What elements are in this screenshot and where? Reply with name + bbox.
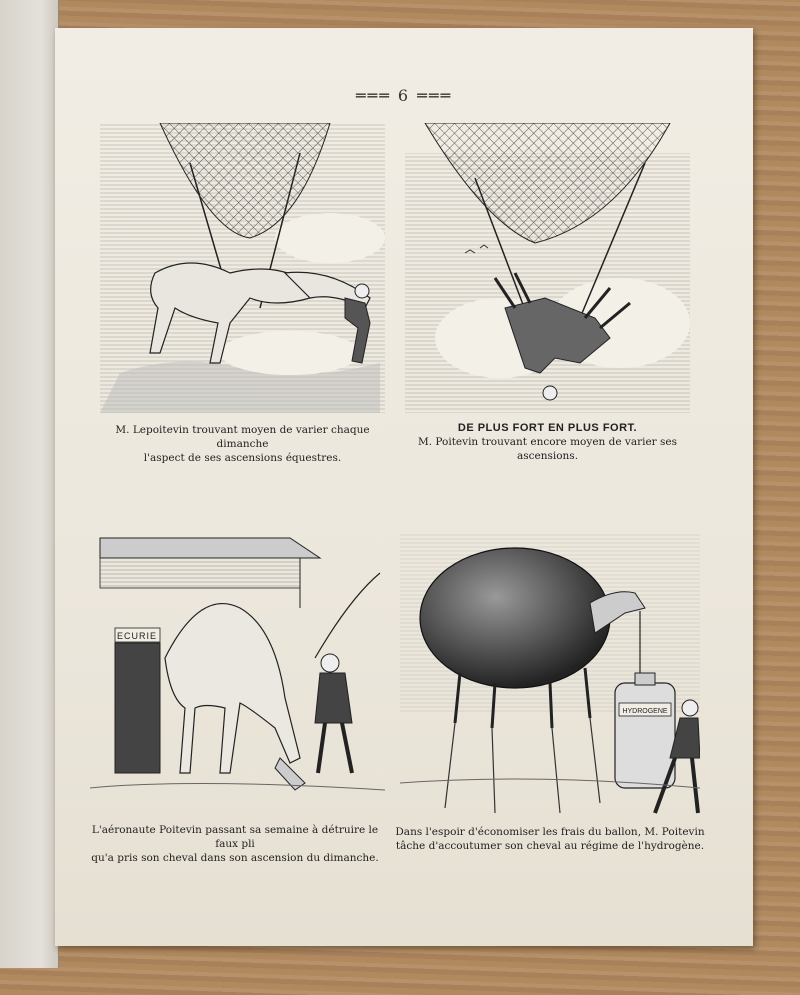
- caption-line: M. Poitevin trouvant encore moyen de varier ses ascensions.: [417, 436, 678, 462]
- caption-panel-1: [100, 423, 385, 465]
- caption-line: tâche d'accoutumer son cheval au régime de l'hydrogène.: [395, 840, 705, 852]
- book-page: [55, 28, 753, 946]
- page-number: [55, 86, 753, 105]
- illustration-horse-upside-down: [405, 123, 690, 413]
- caption-line: L'aéronaute Poitevin passant sa semaine à détruire le faux pli: [91, 824, 379, 850]
- caption-title: DE PLUS FORT EN PLUS FORT.: [457, 422, 638, 434]
- hydrogen-bottle-label: HYDROGENE: [622, 708, 668, 715]
- page-number-value: 6: [397, 86, 411, 105]
- facing-page-edge: [0, 0, 59, 968]
- caption-line: M. Lepoitevin trouvant moyen de varier chaque dimanche: [115, 424, 370, 450]
- caption-panel-2: [405, 421, 690, 463]
- caption-panel-3: [85, 823, 385, 865]
- stable-sign-text: ECURIE: [116, 631, 158, 641]
- caption-line: qu'a pris son cheval dans son ascension du dimanche.: [91, 852, 379, 864]
- illustration-inflated-horse-hydrogen: [400, 533, 700, 823]
- page-number-ornament-left: ═══: [355, 86, 398, 105]
- caption-line: Dans l'espoir d'économiser les frais du ballon, M. Poitevin: [395, 826, 705, 838]
- illustration-horse-suspended-sideways: [100, 123, 385, 413]
- illustration-horse-bent-in-stable: [90, 528, 385, 818]
- page-number-ornament-right: ═══: [410, 86, 453, 105]
- caption-line: l'aspect de ses ascensions équestres.: [143, 452, 342, 464]
- caption-panel-4: [395, 825, 705, 853]
